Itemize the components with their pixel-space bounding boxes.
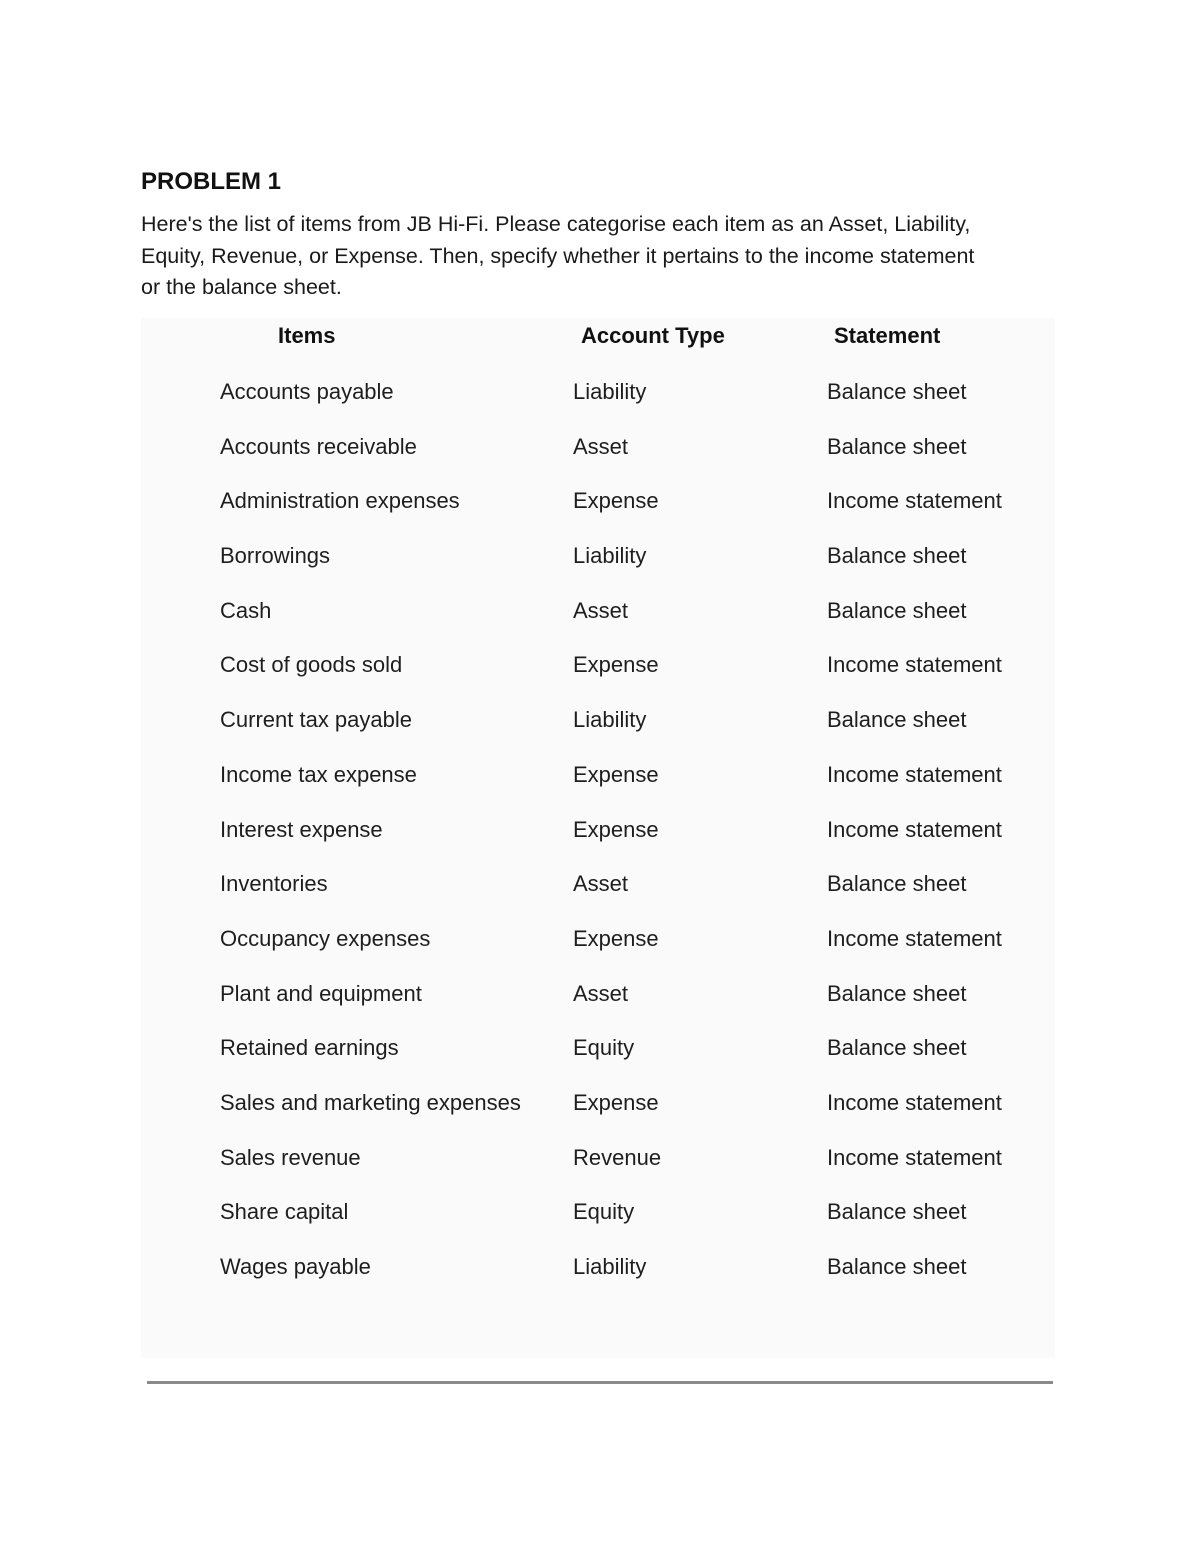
statement-cell: Balance sheet — [827, 871, 967, 897]
item-name-cell: Accounts payable — [220, 379, 394, 404]
item-name-cell: Accounts receivable — [220, 433, 417, 459]
item-name-cell: Sales and marketing expenses — [220, 1089, 521, 1115]
item-name-cell: Occupancy expenses — [220, 925, 431, 951]
table-row — [141, 981, 1055, 1036]
table-row — [141, 1145, 1055, 1200]
header-statement: Statement — [834, 323, 941, 348]
table-header-row — [141, 323, 1055, 361]
table-row — [141, 1090, 1055, 1145]
table-row — [141, 379, 1055, 434]
account-type-cell: Equity — [573, 1199, 635, 1225]
account-type-cell: Expense — [573, 1089, 659, 1115]
statement-cell: Income statement — [827, 816, 1002, 842]
account-type-cell: Asset — [573, 980, 629, 1006]
statement-cell: Balance sheet — [827, 707, 967, 733]
instructions-line: or the balance sheet. — [141, 275, 342, 299]
table-row — [141, 762, 1055, 817]
table-row — [141, 871, 1055, 926]
instructions-line: Equity, Revenue, or Expense. Then, specify whether it pertains to the income statement — [141, 243, 975, 268]
account-type-cell: Asset — [573, 433, 629, 459]
item-name-cell: Income tax expense — [220, 761, 417, 787]
table-row — [141, 817, 1055, 872]
account-type-cell: Expense — [573, 761, 659, 787]
item-name-cell: Cash — [220, 597, 272, 623]
item-name-cell: Borrowings — [220, 543, 331, 569]
account-type-cell: Expense — [573, 816, 659, 842]
account-type-cell: Asset — [573, 871, 629, 897]
item-name-cell: Sales revenue — [220, 1144, 361, 1170]
statement-cell: Balance sheet — [827, 1254, 967, 1279]
item-name-cell: Wages payable — [220, 1254, 371, 1279]
instructions-line: Here's the list of items from JB Hi-Fi. Please categorise each item as an Asset, Liability, — [141, 212, 971, 236]
statement-cell: Income statement — [827, 1144, 1002, 1170]
item-name-cell: Interest expense — [220, 816, 383, 842]
problem-heading: PROBLEM 1 — [141, 168, 282, 195]
statement-cell: Income statement — [827, 925, 1002, 951]
account-type-cell: Liability — [573, 543, 647, 569]
account-type-cell: Revenue — [573, 1144, 662, 1170]
statement-cell: Balance sheet — [827, 379, 967, 404]
problem-instructions — [141, 209, 1071, 304]
statement-cell: Balance sheet — [827, 1035, 967, 1061]
item-name-cell: Plant and equipment — [220, 980, 422, 1006]
horizontal-divider — [147, 1381, 1053, 1384]
statement-cell: Balance sheet — [827, 433, 967, 459]
header-items: Items — [278, 323, 336, 348]
account-type-cell: Asset — [573, 597, 629, 623]
classification-table — [141, 323, 1055, 1279]
account-type-cell: Equity — [573, 1035, 635, 1061]
table-body — [141, 379, 1055, 1309]
item-name-cell: Cost of goods sold — [220, 652, 403, 678]
statement-cell: Income statement — [827, 652, 1002, 678]
table-row — [141, 1035, 1055, 1090]
account-type-cell: Liability — [573, 1254, 647, 1279]
item-name-cell: Administration expenses — [220, 488, 460, 514]
table-row — [141, 926, 1055, 981]
item-name-cell: Share capital — [220, 1199, 349, 1225]
item-name-cell: Inventories — [220, 871, 328, 897]
table-row — [141, 598, 1055, 653]
account-type-cell: Liability — [573, 379, 647, 404]
table-row — [141, 707, 1055, 762]
statement-cell: Income statement — [827, 761, 1002, 787]
table-row — [141, 1199, 1055, 1254]
item-name-cell: Retained earnings — [220, 1035, 399, 1061]
statement-cell: Balance sheet — [827, 1199, 967, 1225]
item-name-cell: Current tax payable — [220, 707, 412, 733]
statement-cell: Income statement — [827, 488, 1002, 514]
table-row — [141, 543, 1055, 598]
statement-cell: Balance sheet — [827, 597, 967, 623]
table-row — [141, 1254, 1055, 1309]
statement-cell: Balance sheet — [827, 543, 967, 569]
header-account-type: Account Type — [581, 323, 725, 348]
table-row — [141, 652, 1055, 707]
account-type-cell: Expense — [573, 488, 659, 514]
table-row — [141, 488, 1055, 543]
table-row — [141, 434, 1055, 489]
account-type-cell: Expense — [573, 925, 659, 951]
account-type-cell: Liability — [573, 707, 647, 733]
statement-cell: Balance sheet — [827, 980, 967, 1006]
statement-cell: Income statement — [827, 1089, 1002, 1115]
account-type-cell: Expense — [573, 652, 659, 678]
